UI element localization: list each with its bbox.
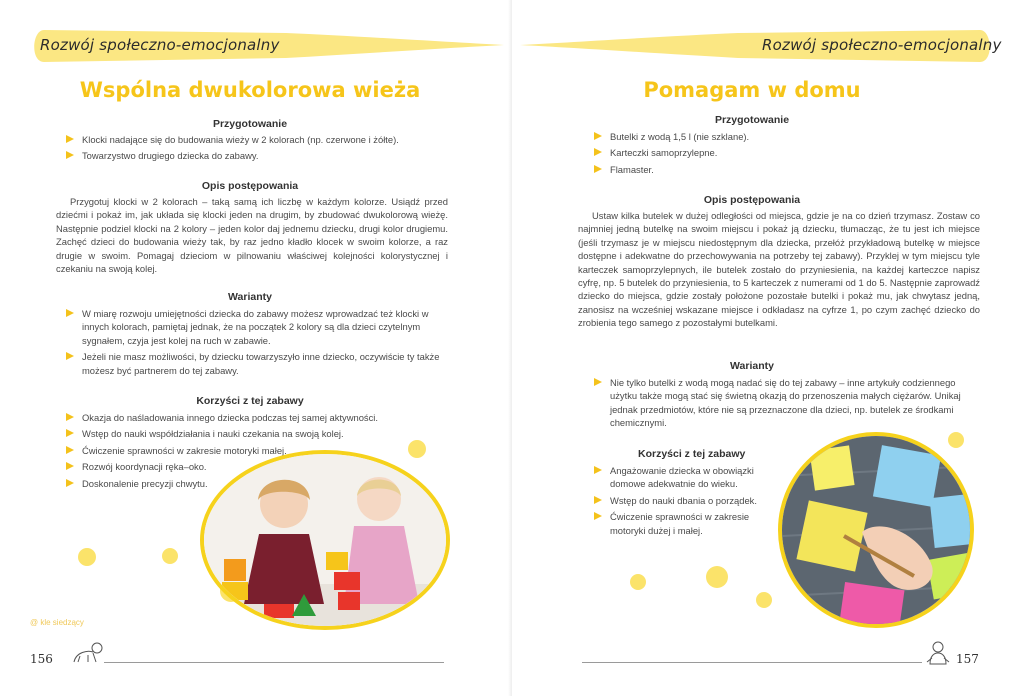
children-blocks-photo	[200, 450, 450, 630]
list-item: W miarę rozwoju umiejętności dziecka do zabawy możesz wprowadzać też klocki w innych kolorach, pamiętaj jednak, że na początek 2 kolory są dla dzieci czytelnym sygnałem, czyja jest kolej na ruch w zabawie.	[66, 307, 446, 347]
bullet-triangle-icon	[66, 429, 74, 437]
section-title: Rozwój społeczno-emocjonalny	[762, 36, 1002, 54]
section-banner-right	[518, 28, 1002, 64]
list-item: Klocki nadające się do budowania wieży w 2 kolorach (np. czerwone i żółte).	[66, 133, 466, 146]
heading-przygotowanie: Przygotowanie	[714, 114, 790, 126]
page-title: Pomagam w domu	[643, 78, 861, 102]
bullet-triangle-icon	[594, 466, 602, 474]
heading-korzysci: Korzyści z tej zabawy	[638, 448, 746, 460]
heading-opis: Opis postępowania	[201, 180, 299, 192]
opis-paragraph: Przygotuj klocki w 2 kolorach – taką samą ich liczbę w każdym kolorze. Usiądź przed dziećmi i pokaż im, jak układa się klocki jeden na drugim, by zbudować dwukolorową wieżę. Następnie podziel klocki na 2 kolory – jeden kolor daj jednemu dziecku, drugi kolor drugiemu. Zachęć dzieci do budowania wieży tak, by raz jedno kładło klocek w swoim kolorze, a raz drugie w swoim. Pomagaj dzieciom w pilnowaniu właściwej kolejności kolorystycznej i czekaniu na swoją kolej.	[56, 196, 448, 275]
list-przygotowanie	[594, 130, 954, 179]
heading-warianty: Warianty	[228, 291, 272, 303]
list-item: Karteczki samoprzylepne.	[594, 146, 954, 159]
list-item: Ćwiczenie sprawności w zakresie motoryki dużej i małej.	[594, 510, 774, 537]
bullet-triangle-icon	[66, 413, 74, 421]
decorative-dot	[408, 440, 426, 458]
crawling-baby-icon	[70, 640, 104, 666]
list-item: Nie tylko butelki z wodą mogą nadać się do tej zabawy – inne artykuły codziennego użytku także mogą stać się świetną okazją do przenoszenia małych ciężarów. Unikaj jednak przedmiotów, które nie są przeznaczone dla dzieci, np. butelek ze środkami chemicznymi.	[594, 376, 964, 430]
bullet-triangle-icon	[66, 151, 74, 159]
bullet-triangle-icon	[66, 309, 74, 317]
heading-korzysci: Korzyści z tej zabawy	[196, 395, 304, 407]
list-item: Wstęp do nauki dbania o porządek.	[594, 494, 774, 507]
sticky-notes-photo	[778, 432, 974, 628]
decorative-dot	[706, 566, 728, 588]
list-korzysci	[594, 464, 774, 540]
list-warianty	[66, 307, 446, 380]
list-item: Ćwiczenie sprawności w zakresie motoryki małej.	[66, 444, 406, 457]
section-banner-left	[26, 28, 506, 64]
watermark-text: @ kle siedzący	[30, 618, 84, 627]
list-item: Towarzystwo drugiego dziecka do zabawy.	[66, 149, 466, 162]
bullet-triangle-icon	[66, 479, 74, 487]
heading-przygotowanie: Przygotowanie	[212, 118, 288, 130]
list-item: Butelki z wodą 1,5 l (nie szklane).	[594, 130, 954, 143]
heading-warianty: Warianty	[730, 360, 774, 372]
list-item: Rozwój koordynacji ręka–oko.	[66, 460, 406, 473]
bullet-triangle-icon	[66, 352, 74, 360]
heading-opis: Opis postępowania	[703, 194, 801, 206]
list-item: Jeżeli nie masz możliwości, by dziecku towarzyszyło inne dziecko, oczywiście ty także możesz być partnerem do tej zabawy.	[66, 350, 446, 377]
children-blocks-illustration	[204, 454, 450, 630]
bullet-triangle-icon	[66, 135, 74, 143]
list-item: Doskonalenie precyzji chwytu.	[66, 477, 406, 490]
section-title: Rozwój społeczno-emocjonalny	[40, 36, 280, 54]
footer-line	[104, 662, 444, 663]
bullet-triangle-icon	[66, 446, 74, 454]
decorative-dot	[756, 592, 772, 608]
bullet-triangle-icon	[594, 148, 602, 156]
page-number: 156	[30, 652, 53, 666]
list-item: Angażowanie dziecka w obowiązki domowe adekwatnie do wieku.	[594, 464, 774, 491]
footer-line	[582, 662, 922, 663]
list-item: Wstęp do nauki współdziałania i nauki czekania na swoją kolej.	[66, 427, 406, 440]
list-warianty	[594, 376, 964, 433]
decorative-dot	[162, 548, 178, 564]
opis-paragraph: Ustaw kilka butelek w dużej odległości od miejsca, gdzie je na co dzień trzymasz. Zostaw co najmniej jedną butelkę na swoim miejscu i pokaż ją dziecku, tłumacząc, że tu jest ich miejsce (jeśli trzymasz je w miejscu niedostępnym dla dziecka, przełóż przykładową butelkę w miejsce dostępne i adekwatne do przechowywania na potrzeby tej zabawy). Przyklej w tym miejscu tyle karteczek samoprzylepnych, ile butelek zostało do przyniesienia, na każdej karteczce napisz cyfrę, np. 5 butelek do przyniesienia, to 5 karteczek z numerami od 1 do 5. Następnie zaprowadź dziecko do miejsca, gdzie zostały położone pozostałe butelki i pokaż mu, jak chwytasz jedną, zanosisz na wcześniej wskazane miejsce i odkładasz na cyfrze 1, po czym zachęć dziecko do zrobienia tego samego z pozostałymi butelkami.	[578, 210, 980, 329]
decorative-dot	[630, 574, 646, 590]
sticky-notes-illustration	[782, 436, 974, 628]
bullet-triangle-icon	[594, 132, 602, 140]
decorative-dot	[948, 432, 964, 448]
list-item: Okazja do naśladowania innego dziecka podczas tej samej aktywności.	[66, 411, 406, 424]
bullet-triangle-icon	[594, 165, 602, 173]
decorative-dot	[78, 548, 96, 566]
bullet-triangle-icon	[66, 462, 74, 470]
list-item: Flamaster.	[594, 163, 954, 176]
bullet-triangle-icon	[594, 378, 602, 386]
right-page	[512, 0, 1024, 696]
bullet-triangle-icon	[594, 496, 602, 504]
sitting-baby-icon	[924, 640, 952, 666]
list-przygotowanie	[66, 133, 466, 166]
bullet-triangle-icon	[594, 512, 602, 520]
page-title: Wspólna dwukolorowa wieża	[79, 78, 421, 102]
page-number: 157	[956, 652, 979, 666]
